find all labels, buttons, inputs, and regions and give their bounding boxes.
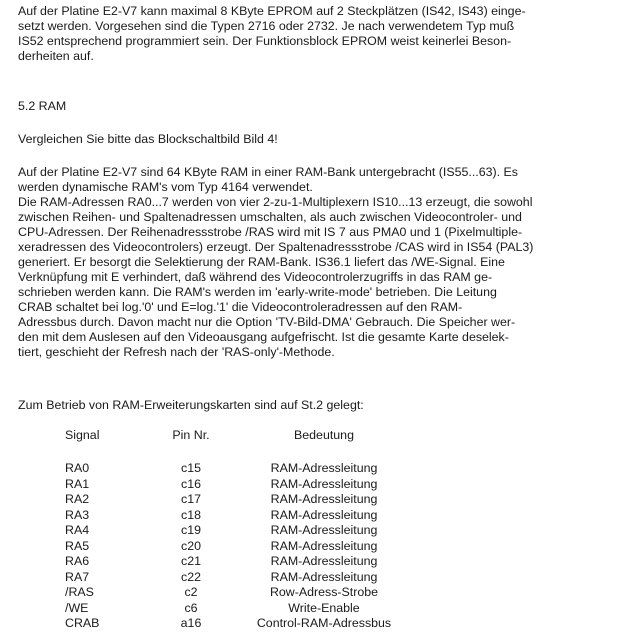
- cell-signal: RA3: [65, 507, 90, 522]
- ram-paragraph: Auf der Platine E2-V7 sind 64 KByte RAM in einer RAM-Bank untergebracht (IS55...63). Es werden dynamische RAM's vom Typ 4164 verwendet. Die RAM-Adressen RA0...7 werden von vier 2-zu-1-Multiplexern IS10...13 erzeugt, die sowohl zwischen Reihen- und Spaltenadressen umschalten, als auch zwischen Videocontroler- und CPU-Adressen. Der Reihenadressstrobe /RAS wird mit IS 7 aus PMA0 und 1 (Pixelmultiple- xeradressen des Videocontrolers) erzeugt. Der Spaltenadressstrobe /CAS wird in IS54 (PAL3) generiert. Er besorgt die Selektierung der RAM-Bank. IS36.1 liefert das /WE-Signal. Eine Verknüpfung mit E verhindert, daß während des Videocontrolerzugriffs in das RAM ge- schrieben werden kann. Die RAM's werden im 'early-write-mode' betrieben. Die Leitung CRAB schaltet bei log.'0' und E=log.'1' die Videocontroleradressen auf den RAM- Adressbus durch. Davon macht nur die Option 'TV-Bild-DMA' Gebrauch. Die Speicher wer- den mit dem Auslesen auf den Videoausgang aufgefrischt. Ist die gesamte Karte deselek- tiert, geschieht der Refresh nach der 'RAS-only'-Methode.: [18, 165, 534, 359]
- cell-signal: RA6: [65, 554, 90, 568]
- cell-pin: c19: [181, 523, 201, 537]
- cell-pin: c17: [181, 492, 201, 506]
- cell-pin: c20: [181, 538, 201, 553]
- cell-signal: RA4: [65, 523, 90, 537]
- cell-meaning: Control-RAM-Adressbus: [256, 616, 392, 630]
- table-row: [18, 508, 618, 524]
- cell-signal: /WE: [65, 600, 89, 615]
- cell-meaning: RAM-Adressleitung: [270, 461, 378, 475]
- table-row: [18, 461, 618, 477]
- cell-meaning: Row-Adress-Strobe: [269, 585, 379, 599]
- cell-pin: c21: [181, 554, 201, 568]
- header-meaning: Bedeutung: [294, 428, 354, 442]
- table-body: [18, 461, 618, 632]
- cell-signal: /RAS: [65, 585, 94, 599]
- cell-meaning: RAM-Adressleitung: [270, 538, 378, 553]
- signal-table: [18, 428, 618, 632]
- cell-signal: RA7: [65, 569, 90, 584]
- connector-intro: Zum Betrieb von RAM-Erweiterungskarten sind auf St.2 gelegt:: [18, 398, 364, 412]
- cell-pin: c22: [181, 569, 201, 584]
- table-row: [18, 492, 618, 508]
- cell-meaning: RAM-Adressleitung: [270, 523, 378, 537]
- cell-meaning: RAM-Adressleitung: [270, 507, 378, 522]
- table-row: [18, 585, 618, 601]
- header-signal: Signal: [65, 428, 100, 442]
- cell-signal: RA5: [65, 538, 90, 553]
- cell-signal: CRAB: [65, 616, 100, 630]
- eprom-paragraph: Auf der Platine E2-V7 kann maximal 8 KByte EPROM auf 2 Steckplätzen (IS42, IS43) einge- setzt werden. Vorgesehen sind die Typen 2716 oder 2732. Je nach verwendetem Typ muß IS52 entsprechend programmiert sein. Der Funktionsblock EPROM weist keinerlei Beson- derheiten auf.: [18, 4, 526, 63]
- cell-meaning: Write-Enable: [288, 600, 360, 615]
- cell-pin: c18: [181, 507, 201, 522]
- cell-signal: RA2: [65, 492, 90, 506]
- cell-pin: c16: [181, 476, 201, 491]
- table-row: [18, 554, 618, 570]
- table-row: [18, 539, 618, 555]
- table-row: [18, 477, 618, 493]
- cell-pin: c2: [184, 585, 198, 599]
- cell-pin: a16: [180, 616, 202, 630]
- cell-meaning: RAM-Adressleitung: [270, 492, 378, 506]
- table-row: [18, 616, 618, 632]
- table-row: [18, 601, 618, 617]
- table-row: [18, 523, 618, 539]
- header-pin: Pin Nr.: [172, 428, 210, 442]
- table-header: [18, 428, 618, 461]
- cell-pin: c15: [181, 461, 201, 475]
- cell-signal: RA1: [65, 476, 90, 491]
- cell-meaning: RAM-Adressleitung: [270, 569, 378, 584]
- cell-signal: RA0: [65, 461, 90, 475]
- table-row: [18, 570, 618, 586]
- diagram-reference: Vergleichen Sie bitte das Blockschaltbild Bild 4!: [18, 132, 278, 146]
- cell-meaning: RAM-Adressleitung: [270, 476, 378, 491]
- section-heading: 5.2 RAM: [18, 99, 67, 113]
- cell-meaning: RAM-Adressleitung: [270, 554, 378, 568]
- cell-pin: c6: [184, 600, 198, 615]
